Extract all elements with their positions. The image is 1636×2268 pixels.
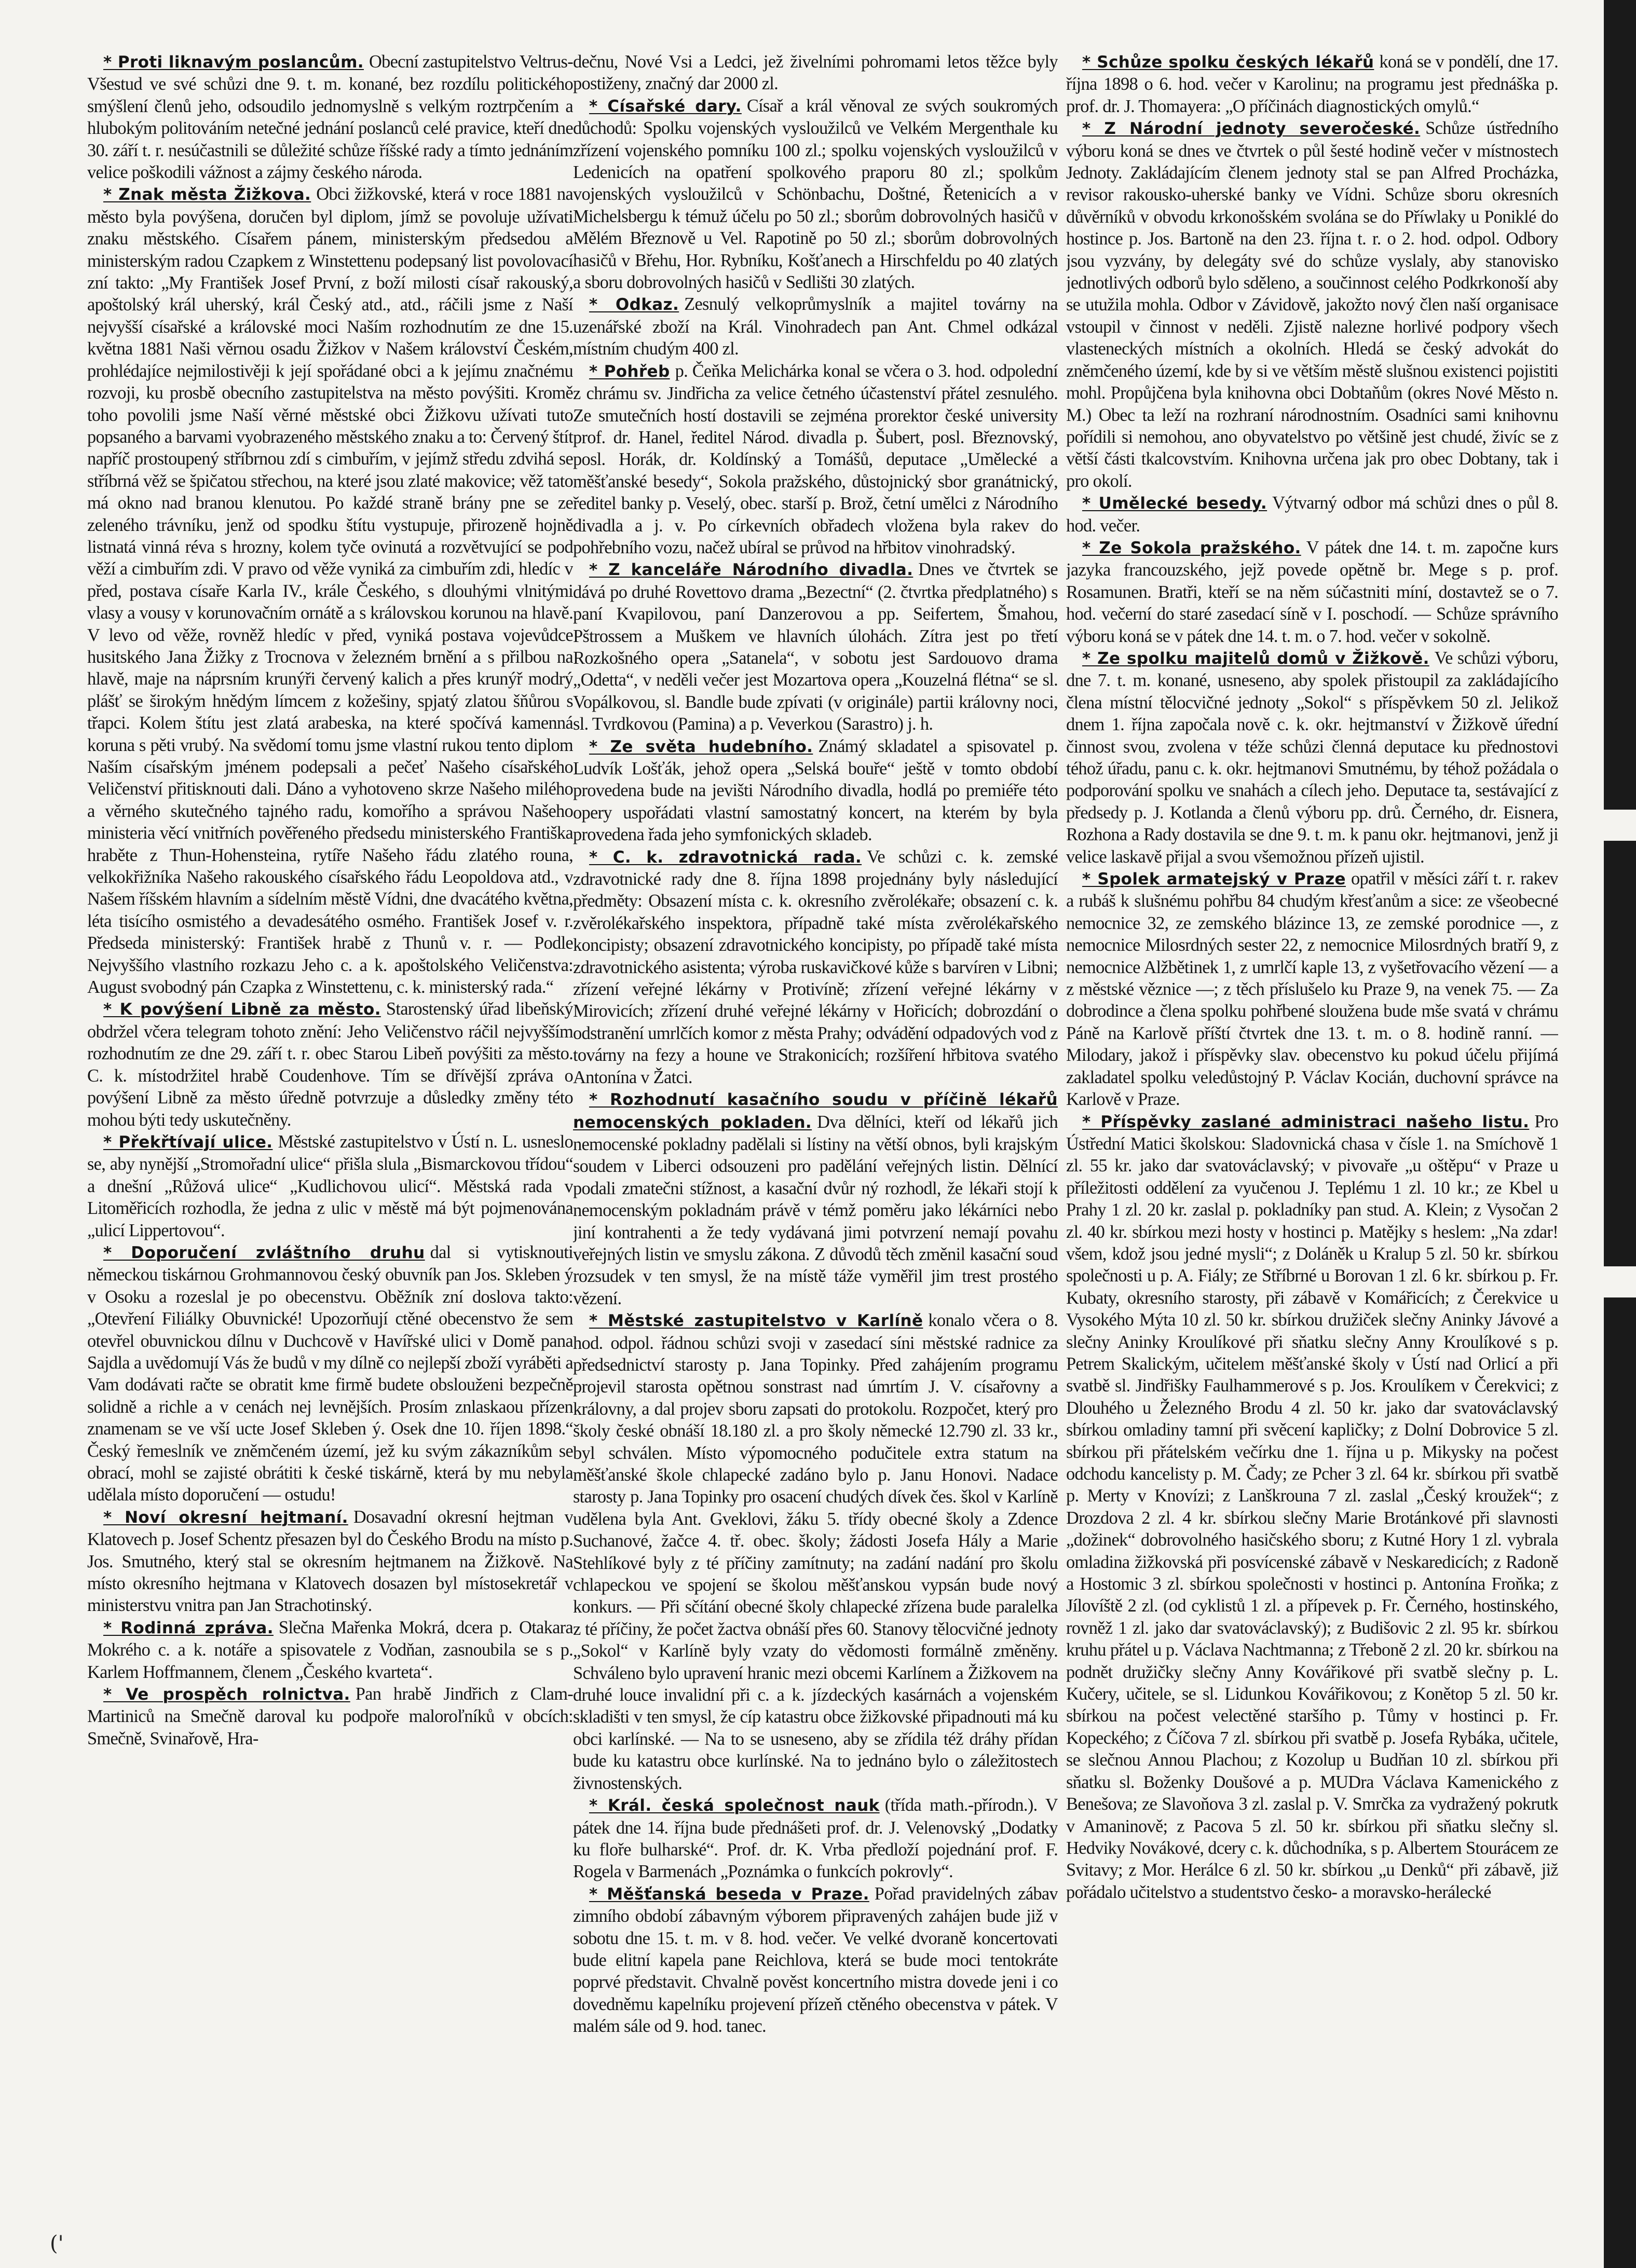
article-headline: * Ze Sokola pražského. [1082,538,1301,557]
article-headline: * Ve prospěch rolnictva. [103,1685,350,1704]
article-body: (třída math.-přírodn.). V pátek dne 14. října bude přednášeti prof. dr. J. Velenovský „Dodatky ku floře bulharské“. Prof. dr. K. Vrba předloží pojednání prof. F. Rogela v Barmenách „Poznámka o funkcích pokrovly“. [573,1795,1058,1882]
article-body: dal si vytisknouti německou tiskárnou Grohmannovou český obuvník pan Jos. Skleben ý v Osoku a rozeslal je po obecenstvu. Oběžník zní doslova takto: „Otevření Filiálky Obuvnické! Upozorňují ctěné obecenstvo že sem otevřel obuvnickou dílnu v Duchcově v Havířské ulici v Domě pana Sajdla a uvědomují Vás že budů v my dílně co nejlepší zboží vyráběti a Vam dodávati račte se obratit kme firmě budete obslouženi bezpečně solidně a richle a v cenách nej levnějších. Prosím znlaskaou přízen znamenam se ve vší ucte Josef Skleben ý. Osek dne 10. říjen 1898.“ Český řemeslník ve zněmčeném území, jež ku svým zákazníkům se obrací, mohl se zajisté obrátiti k české tiskárně, která by mu nebyla udělala místo doporučení — ostudu! [87,1242,573,1505]
article-headline: * Z Národní jednoty severočeské. [1082,119,1421,139]
article-headline: * Schůze spolku českých lékařů [1082,53,1374,72]
article-headline: * Ze spolku majitelů domů v Žižkově. [1082,649,1429,668]
article-body: Dnes ve čtvrtek se dává po druhé Rovettovo drama „Bezectní“ (2. čtvrtka předplatného) s paní Kvapilovou, paní Danzerovou a pp. Seifertem, Šmahou, Pštrossem a Muškem ve hlavních úlohách. Zítra jest po třetí Rozkošného opera „Satanela“, v sobotu jest Sardouovo drama „Odetta“, v neděli večer jest Mozartova opera „Kouzelná flétna“ se sl. Vopálkovou, sl. Bandle bude zpívati (v originále) partii královny noci, sl. Tvrdkovou (Pamina) a p. Veverkou (Sarastro) j. h. [573,559,1058,734]
article-headline: * Ze světa hudebního. [589,737,813,756]
article [1066,868,1558,1110]
article-headline: * Král. česká společnost nauk [589,1796,880,1815]
article-body: p. Čeňka Melichárka konal se včera o 3. hod. odpolední z chrámu sv. Jindřicha za velice četného účastenství přátel zesnulého. Ze smutečních hostí dostavili se zejména prorektor české university prof. dr. Hanel, ředitel Národ. divadla p. Šubert, posl. Březnovský, posl. Horák, dr. Koldínský a Tomášů, deputace „Umělecké a měšťanské besedy“, Sokola pražského, důstojnický sbor granátnický, ředitel banky p. Veselý, obec. starší p. Brož, četní umělci z Národního divadla a j. v. Po církevních obřadech vložena byla rakev do pohřebního vozu, načež ubíral se průvod na hřbitov vinohradský. [573,361,1058,557]
article-body: Slečna Mařenka Mokrá, dcera p. Otakara Mokrého c. a k. notáře a spisovatele z Vodňan, zasnoubila se s p. Karlem Hoffmannem, členem „Českého kvarteta“. [87,1617,573,1682]
article [1066,647,1558,868]
article [87,998,573,1130]
article-headline: * Překřtívají ulice. [103,1132,273,1152]
article-body: Obecní zastupitelstvo Veltrus-Všestud ve své schůzi dne 9. t. m. konané, bez rozdílu politického smýšlení členů jeho, odsoudilo jednomyslně s velkým roztrpčením a hlubokým politováním netečné jednání poslanců celé pravice, kteří dne 30. září t. r. nesúčastnili se důležité schůze říšské rady a tímto jednáním velice poškodili vážnost a zájmy českého národa. [87,52,573,183]
article-body: Známý skladatel a spisovatel p. Ludvík Lošťák, jehož opera „Selská bouře“ ještě v tomto období provedena bude na jevišti Národního divadla, hodlá po premiéře této opery uspořádati vlastní samostatný koncert, na kterém by byla provedena řada jeho symfonických skladeb. [573,736,1058,845]
article-body: Ve schůzi c. k. zemské zdravotnické rady dne 8. října 1898 projednány byly následující předměty: Obsazení místa c. k. okresního zvěrolékaře; obsazení c. k. zvěrolékařského inspektora, případně také místa zvěrolékařského koncipisty; obsazení zdravotnického koncipisty, po případě také místa zdravotnického asistenta; výroba ruskavičkové kůže s barvíren v Libni; zřízení veřejné lékárny v Protivíně; zřízení veřejné lékárny v Mirovicích; zřízení druhé veřejné lékárny v Hořicích; dobrozdání o odstranění umrlčích komor z města Prahy; odvádění odpadových vod z továrny na fezy a houne ve Strakonicích; rozšíření hřbitova svatého Antonína v Žatci. [573,846,1058,1087]
article-body: Dosavadní okresní hejtman v Klatovech p. Josef Schentz přesazen byl do Českého Brodu na místo p. Jos. Smutného, který stal se okresním hejtmanem na Žižkově. Na místo okresního hejtmana v Klatovech dosazen byl místosekretář v ministerstvu vnitra pan Jan Strachotinský. [87,1507,573,1616]
article-headline: * Z kanceláře Národního divadla. [589,561,914,580]
article [87,1506,573,1617]
article [573,1883,1058,2038]
article-headline: * Odkaz. [589,295,679,315]
article [573,1309,1058,1794]
article-body: Starostenský úřad libeňský obdržel včera telegram tohoto znění: Jeho Veličenstvo ráčil nejvyšším rozhodnutím ze dne 29. září t. r. obec Starou Libeň povýšiti za město. C. k. místodržitel hrabě Coudenhove. Tím se dřívější zpráva o povýšení Libně za město úředně potvrzuje a důsledky změny této mohou býti tedy uskutečněny. [87,999,573,1130]
article [573,735,1058,846]
article [573,1794,1058,1883]
article-headline: * Městské zastupitelstvo v Karlíně [589,1311,923,1331]
article-body: Zesnulý velkoprůmyslník a majitel továrny na uzenářské zboží na Král. Vinohradech pan Ant. Chmel odkázal místním chudým 400 zl. [573,294,1058,359]
article-headline: * Rozhodnutí kasačního soudu v příčině lékařů nemocenských pokladen. [573,1090,1058,1132]
article-body: Výtvarný odbor má schůzi dnes o půl 8. hod. večer. [1066,493,1558,536]
article [1066,1111,1558,1904]
article [573,293,1058,360]
article-body: Ve schůzi výboru, dne 7. t. m. konané, usneseno, aby spolek přistoupil za zakládajícího člena místní tělocvičné jednoty „Sokol“ s příspěvkem 50 zl. Jelikož dnem 1. října započala nově c. k. okr. hejtmanství v Žižkově úřední činnost svou, zvolena v téže schůzi členná deputace ku přednostovi téhož úřadu, panu c. k. okr. hejtmanovi Smutnému, by téhož požádala o podporování spolku ve snahách a cílech jeho. Deputace ta, sestávající z předsedy p. J. Kotlanda a členů výboru pp. drů. Černého, dr. Eisnera, Rozhona a Rady dostavila se dne 9. t. m. k panu okr. hejtmanovi, jenž ji velice laskavě přijal a svou všemožnou přízeň ujistil. [1066,648,1558,867]
article-body: Městské zastupitelstvo v Ústí n. L. usneslo se, aby nynější „Stromořadní ulice“ přišla slula „Bismarckovou třídou“ a dnešní „Růžová ulice“ „Kudlichovou ulicí“. Městská rada v Litoměřicích rozhodla, že jedna z ulic v městě má být pojmenována „ulicí Lippertovou“. [87,1131,573,1240]
article-body: Pro Ústřední Matici školskou: Sladovnická chasa v čísle 1. na Smíchově 1 zl. 55 kr. jako dar svatováclavský; v pivovaře „u oštěpu“ v Praze u příležitosti oddělení za vyučenou J. Teplému 1 zl. 10 kr.; ze Kbel u Prahy 1 zl. 20 kr. zaslal p. pokladníky pan stud. A. Klein; z Vysočan 2 zl. 40 kr. sbírkou mezi hosty v hostinci p. Matějky s heslem: „Na zdar! všem, kdož jsou jedné mysli“; z Doláněk u Kralup 5 zl. 50 kr. sbírkou společnosti u p. A. Fiály; ze Stříbrné u Borovan 1 zl. 6 kr. sbírkou p. Fr. Kubaty, okresního starosty, při zábavě v Komářicích; z Čerekvice u Vysokého Mýta 10 zl. 50 kr. sbírkou družiček slečny Aninky Jávové a slečny Aninky Kroulíkové při sňatku slečny Anny Kroulíkové s p. Petrem Skalickým, učitelem měšťanské školy v Ústí nad Orlicí a při svatbě sl. Jindřišky Faulhammerové s p. Jos. Kroulíkem v Čerekvici; z Dlouhého u Železného Brodu 4 zl. 50 kr. jako dar svatováclavský sbírkou omladiny tamní při svěcení kapličky; z Dolní Dobrovice 5 zl. sbírkou při přátelském večírku dne 1. října u p. Mikysky na počest odchodu kancelisty p. M. Čady; ze Pcher 3 zl. 64 kr. sbírkou při svatbě p. Merty v Knovízi; z Lanškrouna 7 zl. zaslal „Český kroužek“; z Drozdova 2 zl. 4 kr. sbírkou slečny Marie Brotánkové při slavnosti „dožinek“ dobrovolného hasičského sboru; z Kutné Hory 1 zl. vybrala omladina žižkovská při posvícenské zábavě v Neskaredicích; z Radoně a Hostomic 3 zl. sbírkou společnosti v hostinci p. Antonína Froňka; z Jílovíště 2 zl. (od cyklistů 1 zl. a přípevek p. Fr. Černého, hostinského, rovněž 1 zl. jako dar svatováclavský); z Budišovic 2 zl. 95 kr. sbírkou kruhu přátel u p. Václava Nachtmanna; z Třeboně 2 zl. 20 kr. sbírkou na podnět družičky slečny Anny Kovářikové při svatbě slečny p. L. Kučery, učitele, se sl. Lidunkou Kovářikovou; z Konětop 5 zl. 50 kr. sbírkou na počest velectěné staršího p. Tůmy v hostinci p. Fr. Kopeckého; z Číčova 7 zl. sbírkou při svatbě p. Josefa Rybáka, učitele, se slečnou Annou Plachou; z Kozolup u Budňan 10 zl. sbírkou při sňatku sl. Boženky Doušové a p. MUDra Václava Kamenického z Benešova; ze Slavoňova 3 zl. zaslal p. V. Smrčka za vydražený pokrutk v Amaninově; z Pacova 5 zl. 50 kr. sbírkou při sňatku slečny sl. Hedviky Novákové, dcery c. k. důchodníka, s p. Albertem Stourácem ze Svitavy; z Mor. Herálce 6 zl. 50 kr. sbírkou „u Denků“ při zábavě, již pořádalo učitelstvo a studentstvo česko- a moravsko-herálecké [1066,1111,1558,1902]
article-headline: * Měšťanská beseda v Praze. [589,1884,869,1904]
article-headline: * Spolek armatejský v Praze [1082,870,1346,889]
article [87,1131,573,1241]
article-headline: * Pohřeb [589,362,670,381]
article [1066,492,1558,537]
article [87,1241,573,1506]
article [573,558,1058,735]
article-headline: * Doporučení zvláštního druhu [103,1243,425,1262]
article [1066,51,1558,117]
scan-edge-border [1604,0,1636,2268]
article-body: V pátek dne 14. t. m. započne kurs jazyka francouzského, jejž povede opětně br. Mege s p. prof. Rosamunen. Bratři, kteří se na něm súčastniti míní, dostavtež se o 7. hod. večerní do staré zasedací síně v I. poschodí. — Schůze správního výboru koná se v pátek dne 14. t. m. o 7. hod. večer v sokolně. [1066,537,1558,646]
article-body: koná se v pondělí, dne 17. října 1898 o 6. hod. večer v Karolinu; na programu jest přednáška p. prof. dr. J. Thomayera: „O příčinách diagnostických omylů.“ [1066,52,1558,116]
article-headline: * Rodinná zpráva. [103,1618,274,1637]
article [87,1617,573,1683]
column-3 [1066,51,1558,2251]
column-1 [87,51,573,2251]
article [573,95,1058,294]
article [1066,117,1558,492]
article [87,1683,573,1750]
article-body: Obci žižkovské, která v roce 1881 na město byla povýšena, doručen byl diplom, jímž se povoluje užívati znaku městského. Císařem pánem, ministerským předsedou a ministerským radou Czapkem z Winstettenu podepsaný list povolovací zní takto: „My František Josef První, z boží milosti císař rakouský, apoštolský král uherský, král Český atd., atd., ráčili jsme z Naší nejvyšší císařské a královské moci Naším rozhodnutím ze dne 15. května 1881 Naši věrnou osadu Žižkov v Našem království Českém, prohlédajíce nejmilostivěji k její spořádané obci a k jejímu značnému rozvoji, ku prosbě obecního zastupitelstva na město povýšiti. Kromě toho povolili jsme Naší věrné městské obci Žižkovu užívati tuto popsaného a barvami vyobrazeného městského znaku a to: Červený štít napříč prostoupený stříbrnou zdí s cimbuřím, v jejímž středu zdvihá se stříbrná věž se špičatou střechou, na které jsou zlaté makovice; věž tato má okno nad branou klenutou. Po každé straně brány pne se ze zeleného trávníku, jenž od spodku štítu vystupuje, přirozeně hojně listnatá vinná réva s hrozny, kolem tyče ovinutá a rozvětvující se pod věží a cimbuřím zdi. V pravo od věže vyniká za cimbuřím zdi, hledíc v před, postava císaře Karla IV., krále Českého, s dlouhými vlnitými vlasy a vousy v korunovačním ornátě a s královskou korunou na hlavě. V levo od věže, rovněž hledíc v před, vyniká postava vojevůdce husitského Jana Žižky z Trocnova v železném brnění a s přilbou na hlavě, maje na náprsním krunýři červený kalich a přes krunýř modrý plášť se širokým hnědým límcem z kožešiny, spjatý zlatou šňůrou s třapci. Kolem štítu jest zlatá arabeska, na které spočívá kamenná koruna s pěti vrubý. Na svědomí tomu jsme vlastní rukou tento diplom Naším císařským jménem podepsali a pečeť Našeho císařského Veličenství přitisknouti dali. Dáno a vyhotoveno skrze Našeho milého a věrného skutečného tajného radu, komořího a správou Našeho ministeria věcí vnitřních pověřeného předsedu ministerského Františka hraběte z Thun-Hohensteina, rytíře Našeho řádu zlatého rouna, velkokřižníka Našeho rakouského císařského řádu Leopoldova atd., v Našem říšském hlavním a sídelním městě Vídni, dne dvacátého května, léta tisícího osmistého a devadesátého osmého. František Josef v. r. Předseda ministerský: František hrabě z Thunů v. r. — Podle Nejvyššího vlastního rozkazu Jeho c. a k. apoštolského Veličenstva: August svobodný pán Czapka z Winstettenu, c. k. ministerský rada.“ [87,184,573,998]
article-body: dečnu, Nové Vsi a Ledci, jež živelními pohromami letos těžce byly postiženy, značný dar 2000 zl. [573,52,1058,94]
article-headline: * K povýšení Libně za město. [103,1000,381,1019]
article [87,51,573,183]
article-body: Pan hrabě Jindřich z Clam-Martiniců na Smečně daroval ku podpoře maloroľníků v obcích: Smečně, Svinařově, Hra- [87,1684,573,1748]
page-corner-mark: (' [50,2232,64,2256]
column-2 [573,51,1058,2251]
article-body: Schůze ústředního výboru koná se dnes ve čtvrtek o půl šesté hodině večer v místnostech Jednoty. Zakládajícím členem jednoty stal se pan Alfred Procházka, revisor rakousko-uherské banky ve Vídni. Schůze sboru okresních důvěrníků v obvodu krkonošském svolána se do Příwlaky u Poniklé do hostince p. Jos. Bartoně na den 23. října t. r. o 2. hod. odpol. Odbory jsou vyzvány, by delegáty své do schůze vyslaly, aby stanovisko jednotlivých odborů bylo sděleno, a součinnost celého Podkrkonoší aby se utužila mohla. Odbor v Závidově, jakožto nový člen naší organisace vstoupil v činnost v neděli. Zjistě nalezne horlivé podpory všech vlasteneckých místních a okolních. Hledá se český advokát do zněmčeného území, kde by si ve větším městě slušnou existenci pojistiti mohl. Propůjčena byla knihovna obci Dobtaňům (okres Nové Město n. M.) Obec ta leží na rozhraní národnostním. Osadníci sami knihovnu pořídili si nemohou, ano obyvatelstvo po většině jest chudé, živíc se z větší části tkalcovstvím. Knihovna určena jak pro obec Dobtany, tak i pro okolí. [1066,118,1558,491]
article-headline: * Umělecké besedy. [1082,494,1267,513]
article-headline: * C. k. zdravotnická rada. [589,848,862,867]
article-headline: * Příspěvky zaslané administraci našeho listu. [1082,1112,1530,1131]
article-body: Dva dělníci, kteří od lékařů jich nemocenské pokladny padělali si lístiny na větší obnos, byli krajským soudem v Liberci odsouzeni pro padělání veřejných listin. Dělnící podali zmatečni stížnost, a kasační dvůr ný rozhodl, že lékaři stojí k nemocenským pokladnám právě v témž poměru jako lékárníci nebo jiní kontrahenti a že tedy vydávaná jimi potvrzení nemají povahu veřejných listin ve smyslu zákona. Z důvodů těch změnil kasační soud rozsudek v ten smysl, že na místě táže vyměřil jim trest prostého vězení. [573,1112,1058,1308]
article-body: Císař a král věnoval ze svých soukromých důchodů: Spolku vojenských vysloužilců ve Velkém Mergenthale ku zřízení vojenského pomníku 100 zl.; spolku vojenských vysloužilců v Ledenicích na opatření spolkového praporu 80 zl.; spolkům vojenských vysloužilců v Schönbachu, Doštné, Řetenicích a v Michelsbergu k témuž účelu po 50 zl.; sborům dobrovolných hasičů v Mělém Březnově u Vel. Rapotině po 50 zl.; sborům dobrovolných hasičů v Břehu, Hor. Rybníku, Košťanech a Hirschfeldu po 40 zlatých a sboru dobrovolných hasičů v Sedlišti 30 zlatých. [573,95,1058,293]
article [573,360,1058,559]
article [573,1088,1058,1309]
article-headline: * Noví okresní hejtmaní. [103,1508,348,1527]
article-headline: * Proti liknavým poslancům. [103,53,364,72]
article [573,51,1058,95]
article-headline: * Znak města Žižkova. [103,185,311,204]
article-body: konalo včera o 8. hod. odpol. řádnou schůzi svoji v zasedací síni městské radnice za předsednictví starosty p. Jana Topinky. Před zahájením programu projevil starosta opětnou sonstrast nad úmrtím J. V. císařovny a královny, a dal projev sboru zapsati do protokolu. Rozpočet, který pro školy české obnáší 18.180 zl. a pro školy německé 12.790 zl. 33 kr., byl schválen. Místo výpomocného podučitele extra statum na měšťanské škole chlapecké zadáno bylo p. Janu Honovi. Nadace starosty p. Jana Topinky pro osacení chudých dívek čes. škol v Karlíně udělena byla Ant. Gveklovi, žáku 5. třídy obecné školy a Zdence Suchanové, žačce 4. tř. obec. školy; žádosti Josefa Hály a Marie Stehlíkové byly z té příčiny zamítnuty; na zadání nadání pro školu chlapeckou ve spojení se školou měšťanskou vypsán bude nový konkurs. — Při sčítání obecné školy chlapecké zřízena bude paralelka z té příčiny, že počet žactva obnáší přes 60. Stanovy tělocvičné jednoty „Sokol“ v Karlíně byly vzaty do vědomosti formálně změněny. Schváleno bylo upravení hranic mezi obcemi Karlínem a Žižkovem na druhé louce invalidní při c. a k. jízdeckých kasárnách a vojenském skladišti v ten smysl, že cíp katastru obce žižkovské připadnouti má ku obci karlínské. — Na to se usneseno, aby se zřídila též dráhy přídan bude ku katastru obce kurlínské. Na to jednáno bylo o záležitostech živnostenských. [573,1310,1058,1793]
article-body: opatřil v měsíci září t. r. rakev a rubáš k slušnému pohřbu 84 chudým křesťanům a sice: ze všeobecné nemocnice 32, ze zemského blázince 13, ze zemské porodnice —, z nemocnice Milosrdných sester 22, z nemocnice Milosrdných bratří 9, z nemocnice Alžbětinek 1, z umrlčí kaple 13, z vyšetřovacího vězení — a z městské věznice —; z těch příslušelo ku Praze 9, na venek 75. — Za dobrodince a člena spolku pohřbené sloužena bude mše svatá v chrámu Páně na Karlově příští čtvrtek dne 13. t. m. o 8. hodině ranní. — Milodary, jakož i příspěvky slav. obecenstvo ku pokud účelu přijímá zakladatel spolku veledůstojný P. Václav Kocián, duchovní správce na Karlově v Praze. [1066,869,1558,1110]
article-body: Pořad pravidelných zábav zimního období zábavným výborem připravených zahájen bude již v sobotu dne 15. t. m. v 8. hod. večer. Ve velké dvoraně koncertovati bude elitní kapela pane Reichlova, která se bude moci tentokráte poprvé představit. Chvalně pověst koncertního mistra dovede jeni i co dovedněmu kapelníku projevení přízeň ctěného obecenstva v pátek. V malém sále od 9. hod. tanec. [573,1883,1058,2037]
article [1066,537,1558,647]
article-headline: * Císařské dary. [589,97,742,116]
article [573,846,1058,1088]
article [87,183,573,998]
